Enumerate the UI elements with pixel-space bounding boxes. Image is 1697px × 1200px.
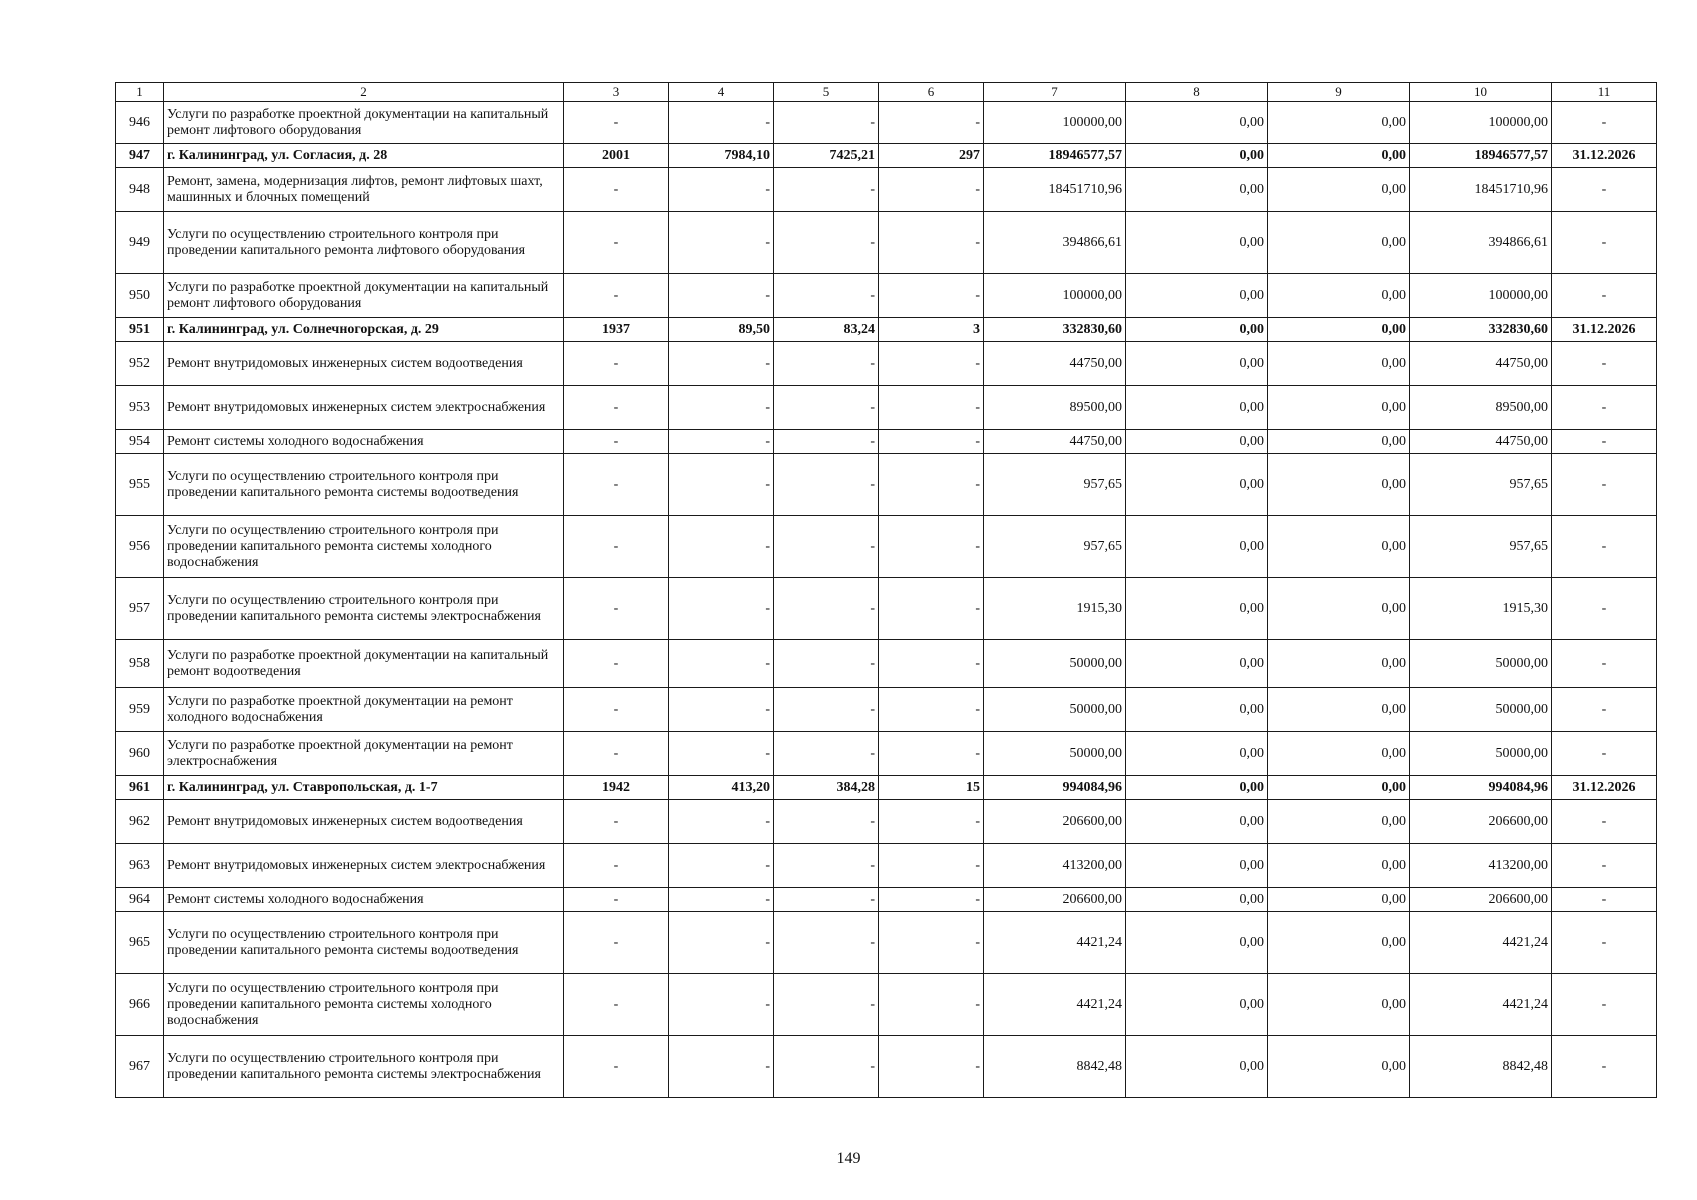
table-row [116, 386, 1657, 430]
table-cell: Услуги по осуществлению строительного контроля при проведении капитального ремонта системы электроснабжения [164, 1036, 564, 1098]
address-row [116, 776, 1657, 800]
table-cell: 951 [116, 318, 164, 342]
table-cell: - [669, 888, 774, 912]
table-cell: - [564, 454, 669, 516]
table-cell: 946 [116, 102, 164, 144]
table-cell: Ремонт внутридомовых инженерных систем электроснабжения [164, 386, 564, 430]
table-cell: 0,00 [1268, 144, 1410, 168]
table-cell: 0,00 [1268, 274, 1410, 318]
address-row [116, 318, 1657, 342]
table-cell: - [669, 800, 774, 844]
table-cell: - [1552, 430, 1657, 454]
table-cell: - [669, 1036, 774, 1098]
table-row [116, 578, 1657, 640]
data-table [115, 82, 1657, 1098]
table-cell: - [669, 732, 774, 776]
table-cell: 89500,00 [984, 386, 1126, 430]
table-cell: - [774, 732, 879, 776]
table-cell: - [564, 274, 669, 318]
table-cell: - [669, 168, 774, 212]
table-cell: 966 [116, 974, 164, 1036]
table-cell: - [1552, 800, 1657, 844]
table-cell: 0,00 [1268, 640, 1410, 688]
table-cell: 384,28 [774, 776, 879, 800]
column-header: 5 [774, 83, 879, 102]
table-cell: - [774, 888, 879, 912]
table-cell: - [669, 454, 774, 516]
table-cell: - [1552, 516, 1657, 578]
column-header: 1 [116, 83, 164, 102]
table-cell: 8842,48 [984, 1036, 1126, 1098]
table-cell: Услуги по осуществлению строительного контроля при проведении капитального ремонта системы водоотведения [164, 912, 564, 974]
table-cell: - [879, 342, 984, 386]
table-cell: 0,00 [1268, 318, 1410, 342]
table-cell: 0,00 [1268, 102, 1410, 144]
table-cell: Услуги по осуществлению строительного контроля при проведении капитального ремонта системы водоотведения [164, 454, 564, 516]
table-cell: - [774, 454, 879, 516]
table-cell: - [564, 212, 669, 274]
table-cell: 44750,00 [1410, 430, 1552, 454]
table-cell: - [564, 640, 669, 688]
column-header: 8 [1126, 83, 1268, 102]
table-cell: - [1552, 974, 1657, 1036]
table-cell: 44750,00 [984, 342, 1126, 386]
table-cell: Услуги по разработке проектной документации на ремонт холодного водоснабжения [164, 688, 564, 732]
table-row [116, 430, 1657, 454]
table-cell: 957,65 [984, 454, 1126, 516]
table-cell: 1942 [564, 776, 669, 800]
table-cell: - [774, 800, 879, 844]
table-cell: - [564, 1036, 669, 1098]
table-cell: - [879, 1036, 984, 1098]
table-cell: 0,00 [1126, 168, 1268, 212]
table-cell: 50000,00 [1410, 732, 1552, 776]
table-cell: 50000,00 [984, 640, 1126, 688]
table-cell: - [879, 516, 984, 578]
table-cell: 954 [116, 430, 164, 454]
table-cell: 957,65 [984, 516, 1126, 578]
table-row [116, 212, 1657, 274]
table-cell: - [879, 454, 984, 516]
table-cell: 83,24 [774, 318, 879, 342]
table-cell: 100000,00 [1410, 274, 1552, 318]
table-cell: 0,00 [1126, 688, 1268, 732]
table-cell: 0,00 [1268, 912, 1410, 974]
table-cell: - [1552, 912, 1657, 974]
table-cell: 0,00 [1268, 688, 1410, 732]
table-cell: 962 [116, 800, 164, 844]
address-row [116, 144, 1657, 168]
table-cell: 44750,00 [1410, 342, 1552, 386]
table-cell: 0,00 [1126, 454, 1268, 516]
table-cell: 957,65 [1410, 516, 1552, 578]
table-cell: 50000,00 [1410, 640, 1552, 688]
table-cell: 0,00 [1126, 212, 1268, 274]
table-cell: Услуги по осуществлению строительного контроля при проведении капитального ремонта системы холодного водоснабжения [164, 516, 564, 578]
table-cell: - [774, 430, 879, 454]
table-cell: 206600,00 [1410, 800, 1552, 844]
table-cell: Услуги по осуществлению строительного контроля при проведении капитального ремонта лифтового оборудования [164, 212, 564, 274]
table-cell: 955 [116, 454, 164, 516]
table-cell: - [1552, 844, 1657, 888]
table-cell: 206600,00 [984, 800, 1126, 844]
table-cell: 957,65 [1410, 454, 1552, 516]
table-cell: Ремонт, замена, модернизация лифтов, ремонт лифтовых шахт, машинных и блочных помещений [164, 168, 564, 212]
table-cell: 3 [879, 318, 984, 342]
table-cell: 0,00 [1126, 888, 1268, 912]
table-cell: 413200,00 [984, 844, 1126, 888]
column-header: 11 [1552, 83, 1657, 102]
table-cell: - [564, 688, 669, 732]
table-cell: - [774, 274, 879, 318]
table-cell: 0,00 [1268, 342, 1410, 386]
table-cell: Ремонт внутридомовых инженерных систем водоотведения [164, 800, 564, 844]
table-cell: Ремонт внутридомовых инженерных систем водоотведения [164, 342, 564, 386]
table-cell: 0,00 [1268, 454, 1410, 516]
table-cell: Услуги по разработке проектной документации на ремонт электроснабжения [164, 732, 564, 776]
table-cell: - [774, 212, 879, 274]
table-cell: 0,00 [1126, 578, 1268, 640]
table-cell: 0,00 [1126, 516, 1268, 578]
table-cell: 89500,00 [1410, 386, 1552, 430]
table-cell: - [669, 688, 774, 732]
table-cell: 44750,00 [984, 430, 1126, 454]
table-row [116, 168, 1657, 212]
table-cell: - [1552, 888, 1657, 912]
table-cell: 100000,00 [1410, 102, 1552, 144]
page-number: 149 [836, 1150, 861, 1167]
table-cell: 0,00 [1126, 342, 1268, 386]
table-cell: г. Калининград, ул. Ставропольская, д. 1-7 [164, 776, 564, 800]
table-cell: 957 [116, 578, 164, 640]
table-row [116, 102, 1657, 144]
table-cell: 394866,61 [984, 212, 1126, 274]
table-cell: - [879, 800, 984, 844]
table-body [116, 102, 1657, 1098]
table-row [116, 640, 1657, 688]
table-cell: 31.12.2026 [1552, 318, 1657, 342]
table-cell: - [1552, 640, 1657, 688]
table-row [116, 974, 1657, 1036]
table-cell: - [774, 386, 879, 430]
table-cell: - [1552, 102, 1657, 144]
table-cell: - [1552, 386, 1657, 430]
table-cell: 206600,00 [1410, 888, 1552, 912]
table-cell: - [669, 386, 774, 430]
table-cell: - [1552, 454, 1657, 516]
table-cell: - [774, 640, 879, 688]
table-cell: 947 [116, 144, 164, 168]
column-header: 3 [564, 83, 669, 102]
table-cell: - [879, 844, 984, 888]
table-cell: 18946577,57 [984, 144, 1126, 168]
table-cell: 0,00 [1268, 974, 1410, 1036]
table-cell: - [669, 974, 774, 1036]
table-cell: - [564, 974, 669, 1036]
table-cell: - [774, 168, 879, 212]
table-cell: 0,00 [1126, 974, 1268, 1036]
table-cell: 961 [116, 776, 164, 800]
table-cell: - [564, 912, 669, 974]
table-cell: г. Калининград, ул. Солнечногорская, д. 29 [164, 318, 564, 342]
table-row [116, 844, 1657, 888]
table-cell: - [879, 688, 984, 732]
table-cell: - [564, 168, 669, 212]
table-cell: - [879, 912, 984, 974]
table-cell: 1915,30 [984, 578, 1126, 640]
table-cell: 2001 [564, 144, 669, 168]
table-cell: 0,00 [1268, 776, 1410, 800]
column-header: 9 [1268, 83, 1410, 102]
table-cell: 953 [116, 386, 164, 430]
table-cell: - [564, 430, 669, 454]
table-cell: - [1552, 212, 1657, 274]
table-cell: 965 [116, 912, 164, 974]
table-cell: - [564, 386, 669, 430]
table-cell: 0,00 [1126, 102, 1268, 144]
table-cell: 0,00 [1126, 386, 1268, 430]
table-cell: 50000,00 [984, 688, 1126, 732]
table-cell: - [1552, 1036, 1657, 1098]
table-cell: 948 [116, 168, 164, 212]
table-cell: 8842,48 [1410, 1036, 1552, 1098]
table-row [116, 274, 1657, 318]
table-cell: - [564, 516, 669, 578]
table-cell: 31.12.2026 [1552, 144, 1657, 168]
table-cell: 0,00 [1268, 516, 1410, 578]
table-cell: 31.12.2026 [1552, 776, 1657, 800]
table-cell: - [669, 342, 774, 386]
table-cell: 1915,30 [1410, 578, 1552, 640]
table-row [116, 342, 1657, 386]
table-cell: 0,00 [1268, 168, 1410, 212]
table-cell: - [669, 578, 774, 640]
table-cell: 0,00 [1268, 430, 1410, 454]
table-header-row [116, 83, 1657, 102]
table-cell: 7984,10 [669, 144, 774, 168]
table-cell: - [774, 844, 879, 888]
table-cell: - [669, 640, 774, 688]
column-header: 6 [879, 83, 984, 102]
table-cell: 0,00 [1126, 640, 1268, 688]
table-cell: 206600,00 [984, 888, 1126, 912]
table-row [116, 732, 1657, 776]
table-cell: - [879, 274, 984, 318]
table-cell: 0,00 [1126, 776, 1268, 800]
table-cell: 0,00 [1268, 1036, 1410, 1098]
table-cell: - [564, 102, 669, 144]
table-cell: - [564, 578, 669, 640]
table-cell: 994084,96 [1410, 776, 1552, 800]
table-cell: - [879, 974, 984, 1036]
table-cell: 0,00 [1268, 800, 1410, 844]
table-cell: 949 [116, 212, 164, 274]
column-header: 2 [164, 83, 564, 102]
table-cell: - [564, 342, 669, 386]
table-cell: - [774, 342, 879, 386]
table-row [116, 688, 1657, 732]
table-cell: - [774, 974, 879, 1036]
table-cell: 0,00 [1268, 386, 1410, 430]
table-cell: 960 [116, 732, 164, 776]
table-cell: - [879, 888, 984, 912]
table-cell: 332830,60 [984, 318, 1126, 342]
table-cell: - [669, 102, 774, 144]
table-cell: - [879, 386, 984, 430]
table-cell: 959 [116, 688, 164, 732]
table-cell: - [774, 578, 879, 640]
table-row [116, 912, 1657, 974]
table-row [116, 888, 1657, 912]
table-cell: - [564, 844, 669, 888]
table-cell: 15 [879, 776, 984, 800]
table-cell: - [879, 578, 984, 640]
table-cell: 950 [116, 274, 164, 318]
table-cell: 0,00 [1126, 732, 1268, 776]
table-cell: 413,20 [669, 776, 774, 800]
table-cell: 0,00 [1268, 212, 1410, 274]
table-cell: - [774, 912, 879, 974]
table-cell: - [564, 888, 669, 912]
column-header: 4 [669, 83, 774, 102]
table-row [116, 454, 1657, 516]
table-cell: - [669, 212, 774, 274]
table-cell: г. Калининград, ул. Согласия, д. 28 [164, 144, 564, 168]
table-cell: Услуги по разработке проектной документации на капитальный ремонт лифтового оборудования [164, 274, 564, 318]
table-cell: 967 [116, 1036, 164, 1098]
table-cell: 0,00 [1126, 1036, 1268, 1098]
table-cell: 89,50 [669, 318, 774, 342]
table-cell: 4421,24 [984, 912, 1126, 974]
table-cell: 0,00 [1268, 844, 1410, 888]
table-cell: 332830,60 [1410, 318, 1552, 342]
table-cell: - [669, 844, 774, 888]
table-cell: - [879, 640, 984, 688]
table-cell: - [879, 430, 984, 454]
table-cell: 50000,00 [984, 732, 1126, 776]
table-cell: - [669, 516, 774, 578]
table-cell: - [669, 274, 774, 318]
table-cell: - [564, 800, 669, 844]
table-cell: 0,00 [1126, 318, 1268, 342]
table-cell: 18946577,57 [1410, 144, 1552, 168]
table-cell: Услуги по осуществлению строительного контроля при проведении капитального ремонта системы холодного водоснабжения [164, 974, 564, 1036]
table-cell: - [1552, 168, 1657, 212]
table-cell: 0,00 [1126, 144, 1268, 168]
table-cell: 994084,96 [984, 776, 1126, 800]
table-row [116, 800, 1657, 844]
table-cell: 18451710,96 [984, 168, 1126, 212]
table-cell: Ремонт внутридомовых инженерных систем электроснабжения [164, 844, 564, 888]
table-cell: 963 [116, 844, 164, 888]
table-row [116, 1036, 1657, 1098]
table-cell: - [1552, 688, 1657, 732]
table-cell: 952 [116, 342, 164, 386]
table-cell: Услуги по разработке проектной документации на капитальный ремонт лифтового оборудования [164, 102, 564, 144]
column-header: 7 [984, 83, 1126, 102]
table-cell: 394866,61 [1410, 212, 1552, 274]
table-cell: - [669, 912, 774, 974]
table-cell: Ремонт системы холодного водоснабжения [164, 430, 564, 454]
table-cell: 0,00 [1268, 888, 1410, 912]
table-cell: - [774, 688, 879, 732]
table-cell: Услуги по разработке проектной документации на капитальный ремонт водоотведения [164, 640, 564, 688]
table-cell: 7425,21 [774, 144, 879, 168]
table-cell: 964 [116, 888, 164, 912]
table-cell: 4421,24 [984, 974, 1126, 1036]
table-cell: - [879, 168, 984, 212]
table-cell: 100000,00 [984, 274, 1126, 318]
table-cell: 50000,00 [1410, 688, 1552, 732]
table-cell: 0,00 [1126, 912, 1268, 974]
table-cell: - [1552, 342, 1657, 386]
table-cell: 297 [879, 144, 984, 168]
table-cell: - [774, 516, 879, 578]
table-cell: 4421,24 [1410, 974, 1552, 1036]
table-cell: - [879, 732, 984, 776]
table-row [116, 516, 1657, 578]
table-cell: 958 [116, 640, 164, 688]
table-cell: - [879, 212, 984, 274]
table-cell: - [564, 732, 669, 776]
table-cell: - [1552, 578, 1657, 640]
table-cell: - [774, 1036, 879, 1098]
table-cell: Услуги по осуществлению строительного контроля при проведении капитального ремонта системы электроснабжения [164, 578, 564, 640]
table-cell: - [1552, 732, 1657, 776]
table-cell: - [879, 102, 984, 144]
table-cell: 413200,00 [1410, 844, 1552, 888]
table-cell: 4421,24 [1410, 912, 1552, 974]
table-cell: 956 [116, 516, 164, 578]
table-cell: - [774, 102, 879, 144]
table-cell: 0,00 [1126, 844, 1268, 888]
table-cell: Ремонт системы холодного водоснабжения [164, 888, 564, 912]
table-cell: - [1552, 274, 1657, 318]
table-cell: - [669, 430, 774, 454]
table-cell: 0,00 [1126, 430, 1268, 454]
table-cell: 0,00 [1126, 800, 1268, 844]
table-cell: 0,00 [1268, 578, 1410, 640]
column-header: 10 [1410, 83, 1552, 102]
table-cell: 18451710,96 [1410, 168, 1552, 212]
table-cell: 0,00 [1268, 732, 1410, 776]
table-cell: 1937 [564, 318, 669, 342]
table-cell: 100000,00 [984, 102, 1126, 144]
table-cell: 0,00 [1126, 274, 1268, 318]
